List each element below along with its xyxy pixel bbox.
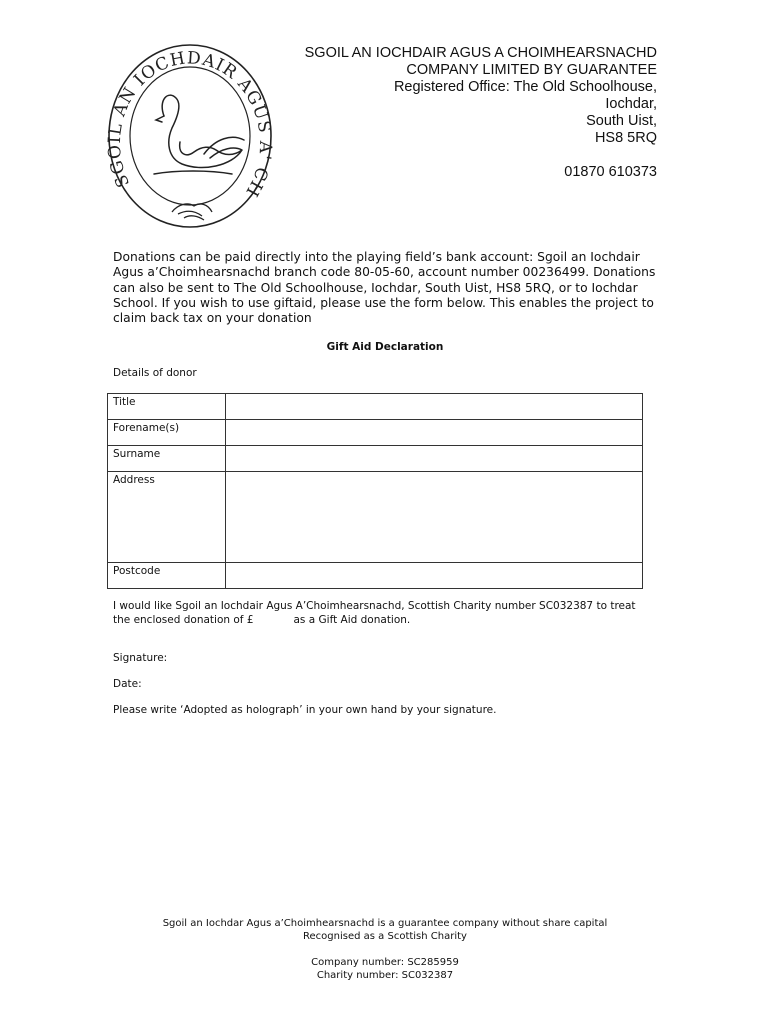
address-label: Address: [108, 472, 226, 563]
address-line: HS8 5RQ: [594, 130, 657, 146]
table-row: [108, 563, 643, 589]
address-line: Iochdar,: [605, 96, 657, 112]
declaration-suffix: as a Gift Aid donation.: [293, 613, 411, 626]
gift-aid-declaration: [113, 600, 653, 627]
footer: [0, 917, 770, 982]
phone-number: 01870 610373: [564, 164, 657, 180]
donation-amount-label: the enclosed donation of £: [113, 613, 254, 626]
address-field[interactable]: [226, 472, 643, 563]
holograph-note: Please write ‘Adopted as holograph’ in your own hand by your signature.: [113, 704, 497, 716]
signature-label: Signature:: [113, 652, 168, 664]
date-label: Date:: [113, 678, 142, 690]
company-type: COMPANY LIMITED BY GUARANTEE: [406, 62, 657, 78]
letterhead: [305, 45, 657, 181]
form-title: Gift Aid Declaration: [326, 341, 444, 353]
donor-details-label: Details of donor: [113, 367, 197, 379]
table-row: [108, 420, 643, 446]
title-field[interactable]: [226, 394, 643, 420]
surname-label: Surname: [108, 446, 226, 472]
organisation-name: SGOIL AN IOCHDAIR AGUS A CHOIMHEARSNACHD: [304, 45, 657, 61]
svg-text:SGOIL AN IOCHDAIR AGUS A' CHOI: SGOIL AN IOCHDAIR AGUS A' CH: [106, 48, 274, 201]
footer-charity-number: Charity number: SC032387: [316, 970, 454, 981]
footer-charity-status: Recognised as a Scottish Charity: [303, 931, 467, 942]
intro-paragraph: Donations can be paid directly into the playing field’s bank account: Sgoil an Iochdair Agus a’Choimhearsnachd branch code 80-05-60, account number 00236499. Donations can also be sent to The Old Schoolhouse, Iochdar, South Uist, HS8 5RQ, or to Iochdar School. If you wish to use giftaid, please use the form below. This enables the project to claim back tax on your donation: [113, 250, 656, 326]
table-row: [108, 472, 643, 563]
swan-icon: [154, 95, 244, 174]
surname-field[interactable]: [226, 446, 643, 472]
handshake-icon: [172, 204, 212, 220]
footer-company-statement: Sgoil an Iochdar Agus a’Choimhearsnachd is a guarantee company without share capital: [162, 918, 608, 929]
organisation-logo: [106, 42, 274, 234]
table-row: [108, 446, 643, 472]
table-row: [108, 394, 643, 420]
logo-seal: [106, 42, 274, 234]
forename-field[interactable]: [226, 420, 643, 446]
postcode-label: Postcode: [108, 563, 226, 589]
title-label: Title: [108, 394, 226, 420]
declaration-line-1: I would like Sgoil an Iochdair Agus A’Choimhearsnachd, Scottish Charity number SC032387 to treat: [113, 600, 636, 612]
footer-company-number: Company number: SC285959: [311, 957, 459, 968]
forename-label: Forename(s): [108, 420, 226, 446]
address-line: South Uist,: [586, 113, 657, 129]
postcode-field[interactable]: [226, 563, 643, 589]
declaration-line-2: [113, 614, 653, 628]
donor-details-table: [107, 393, 643, 589]
address-line: Registered Office: The Old Schoolhouse,: [393, 79, 657, 95]
